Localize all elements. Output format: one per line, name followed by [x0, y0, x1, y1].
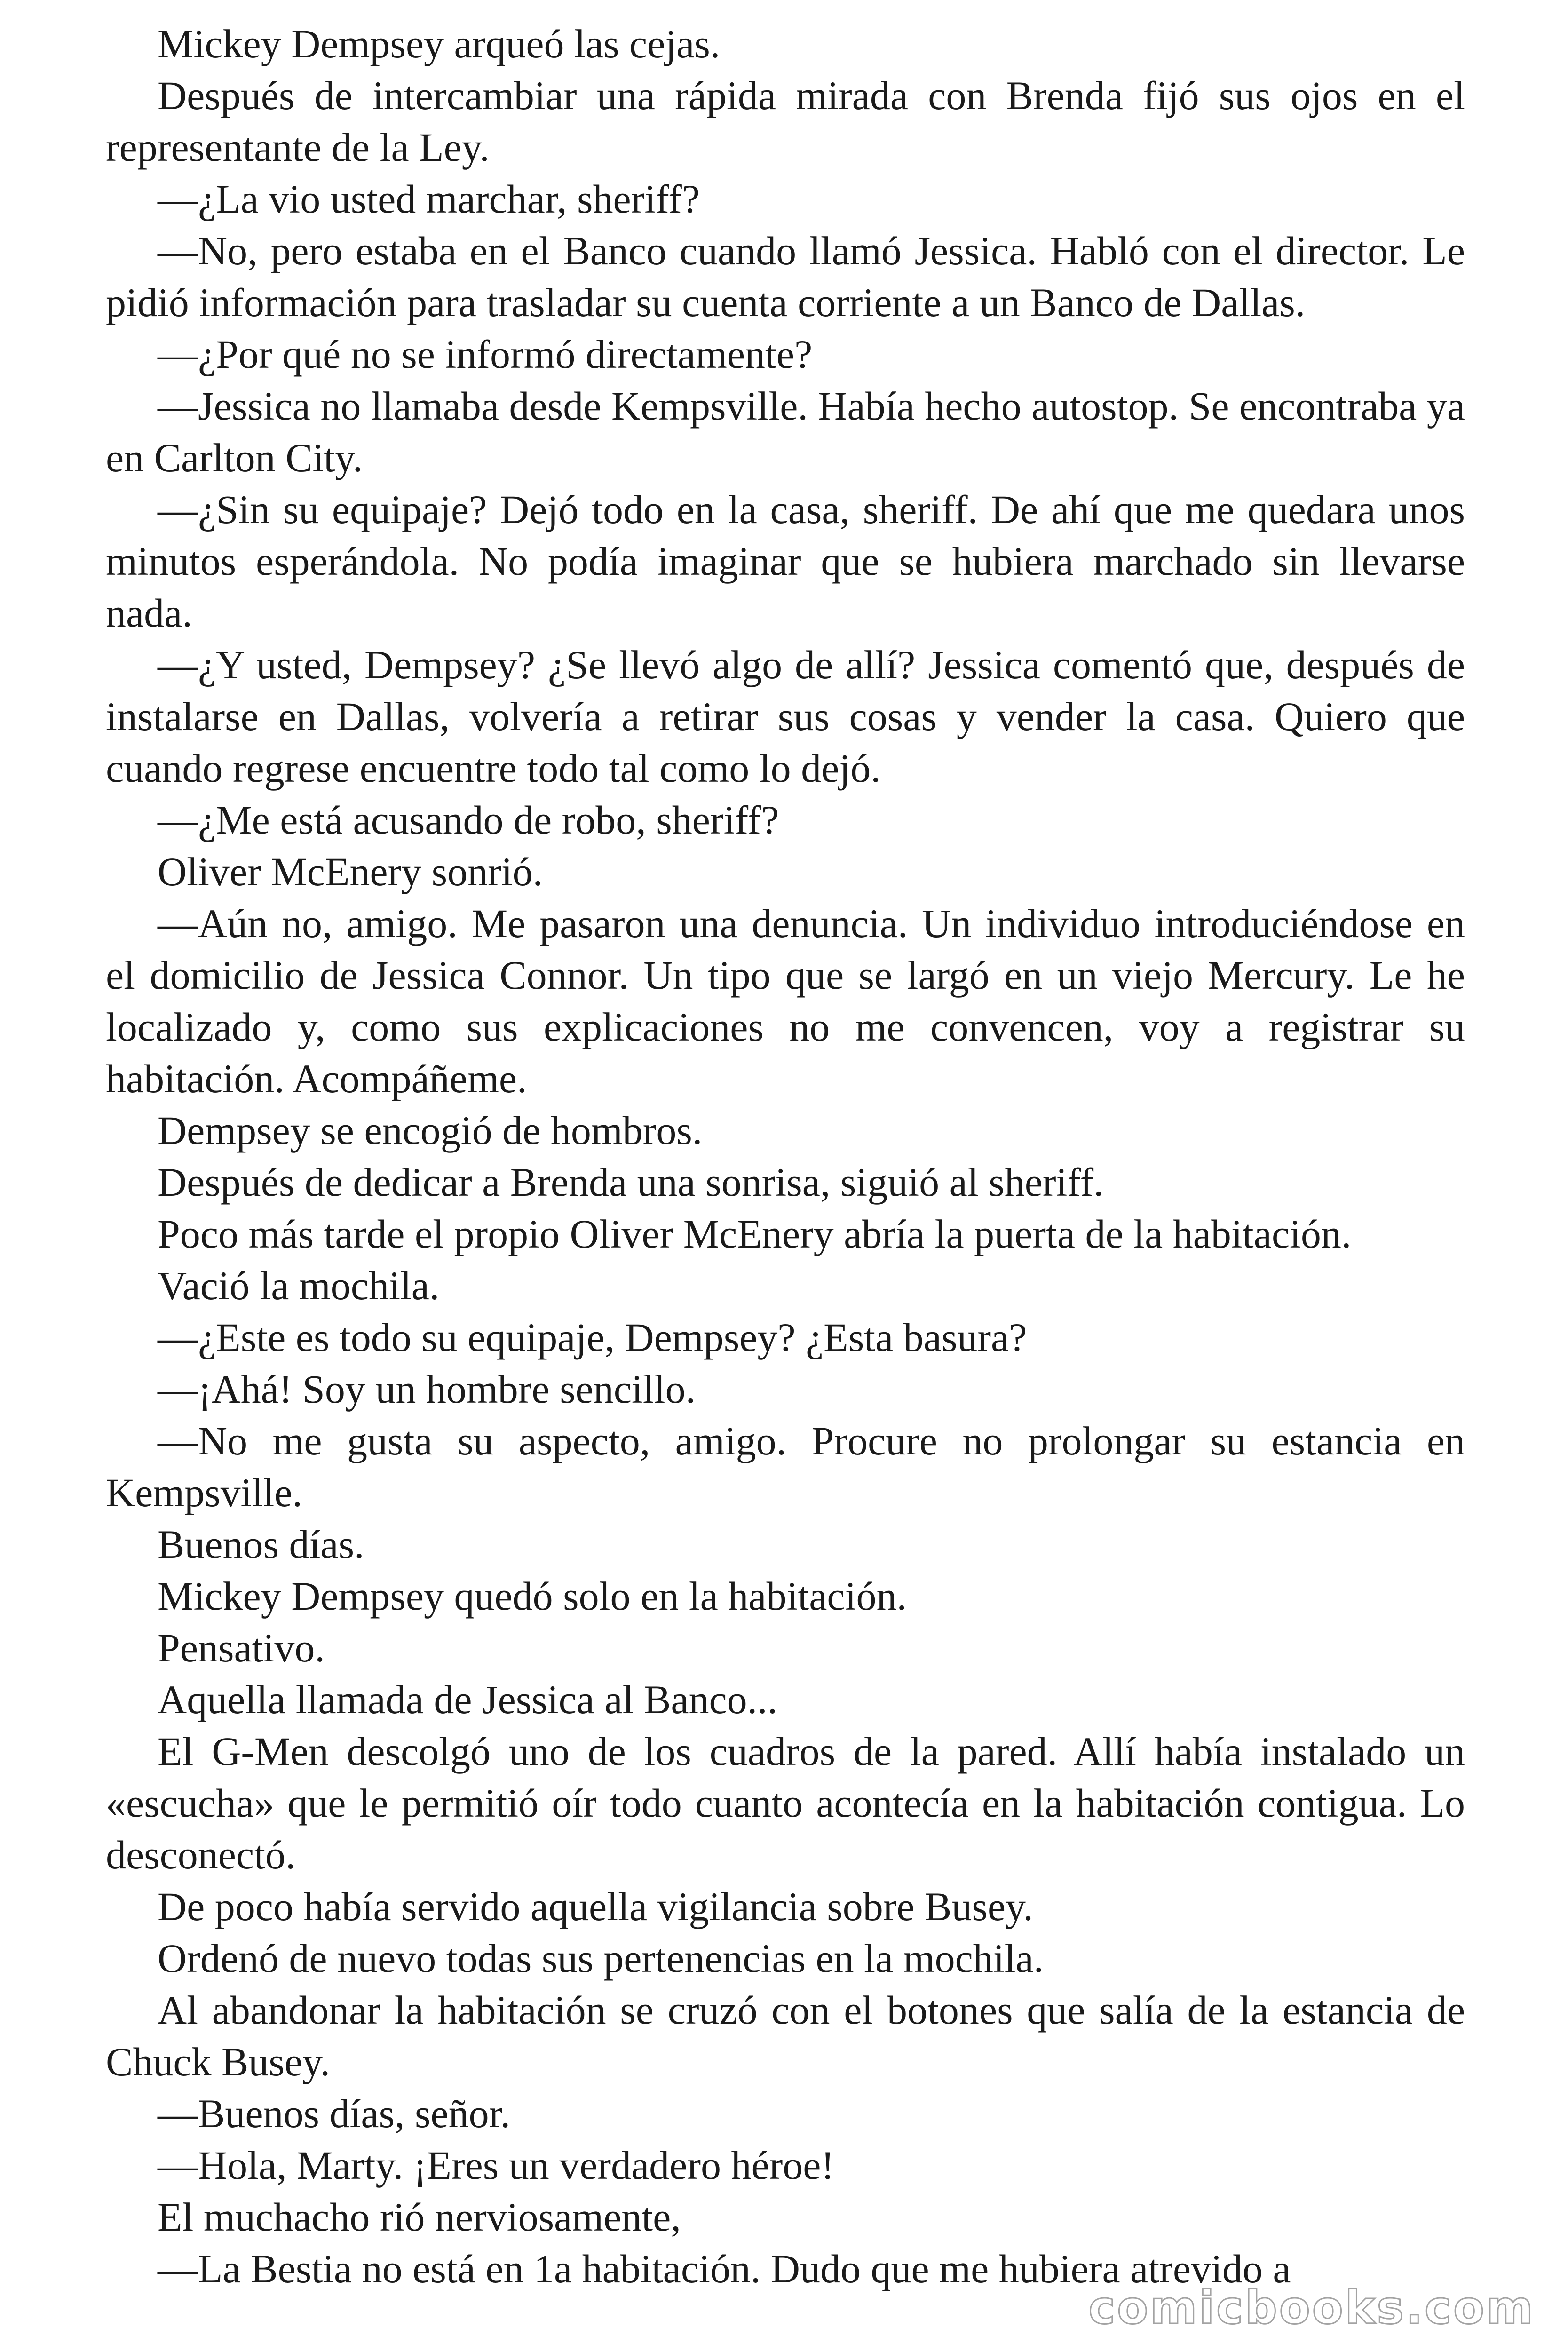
paragraph: Ordenó de nuevo todas sus pertenencias en la mochila. — [158, 1936, 1044, 1981]
paragraph: Aquella llamada de Jessica al Banco... — [158, 1677, 778, 1722]
paragraph: Mickey Dempsey quedó solo en la habitación. — [158, 1573, 907, 1619]
paragraph: —¿Sin su equipaje? Dejó todo en la casa, sheriff. De ahí que me quedara unos minutos esperándola. No podía imaginar que se hubiera marchado sin llevarse nada. — [106, 487, 1465, 636]
paragraph: —La Bestia no está en 1a habitación. Dudo que me hubiera atrevido a — [158, 2246, 1291, 2291]
paragraph: El G-Men descolgó uno de los cuadros de la pared. Allí había instalado un «escucha» que le permitió oír todo cuanto acontecía en la habitación contigua. Lo desconectó. — [106, 1729, 1465, 1877]
paragraph: El muchacho rió nerviosamente, — [158, 2194, 681, 2240]
paragraph: Buenos días. — [158, 1522, 364, 1567]
paragraph: —Buenos días, señor. — [158, 2091, 511, 2136]
paragraph: Mickey Dempsey arqueó las cejas. — [158, 21, 721, 66]
paragraph: Dempsey se encogió de hombros. — [158, 1108, 703, 1153]
paragraph: Al abandonar la habitación se cruzó con el botones que salía de la estancia de Chuck Busey. — [106, 1987, 1465, 2084]
paragraph: Después de intercambiar una rápida mirada con Brenda fijó sus ojos en el representante de la Ley. — [106, 73, 1465, 170]
paragraph: —¿Y usted, Dempsey? ¿Se llevó algo de allí? Jessica comentó que, después de instalarse en Dallas, volvería a retirar sus cosas y vender la casa. Quiero que cuando regrese encuentre todo tal como lo dejó. — [106, 642, 1465, 791]
paragraph: —Hola, Marty. ¡Eres un verdadero héroe! — [158, 2143, 835, 2188]
paragraph: Pensativo. — [158, 1625, 325, 1670]
paragraph: —¿La vio usted marchar, sheriff? — [158, 176, 700, 222]
paragraph: —¿Este es todo su equipaje, Dempsey? ¿Esta basura? — [158, 1315, 1027, 1360]
paragraph: Oliver McEnery sonrió. — [158, 849, 543, 894]
paragraph: Vació la mochila. — [158, 1263, 440, 1308]
paragraph: De poco había servido aquella vigilancia sobre Busey. — [158, 1884, 1033, 1929]
paragraph: —No, pero estaba en el Banco cuando llamó Jessica. Habló con el director. Le pidió información para trasladar su cuenta corriente a un Banco de Dallas. — [106, 228, 1465, 325]
watermark-text: comicbooks.com — [1088, 2281, 1535, 2334]
paragraph: Después de dedicar a Brenda una sonrisa, siguió al sheriff. — [158, 1160, 1104, 1205]
paragraph: Poco más tarde el propio Oliver McEnery abría la puerta de la habitación. — [158, 1211, 1352, 1256]
paragraph: —No me gusta su aspecto, amigo. Procure no prolongar su estancia en Kempsville. — [106, 1418, 1465, 1515]
paragraph: —¿Me está acusando de robo, sheriff? — [158, 797, 779, 842]
paragraph: —¡Ahá! Soy un hombre sencillo. — [158, 1367, 696, 1412]
paragraph: —Jessica no llamaba desde Kempsville. Había hecho autostop. Se encontraba ya en Carlton City. — [106, 383, 1465, 480]
paragraph: —¿Por qué no se informó directamente? — [158, 332, 813, 377]
body-text — [106, 18, 1465, 2295]
paragraph: —Aún no, amigo. Me pasaron una denuncia. Un individuo introduciéndose en el domicilio de Jessica Connor. Un tipo que se largó en un viejo Mercury. Le he localizado y, como sus explicaciones no me convencen, voy a registrar su habitación. Acompáñeme. — [106, 901, 1465, 1101]
